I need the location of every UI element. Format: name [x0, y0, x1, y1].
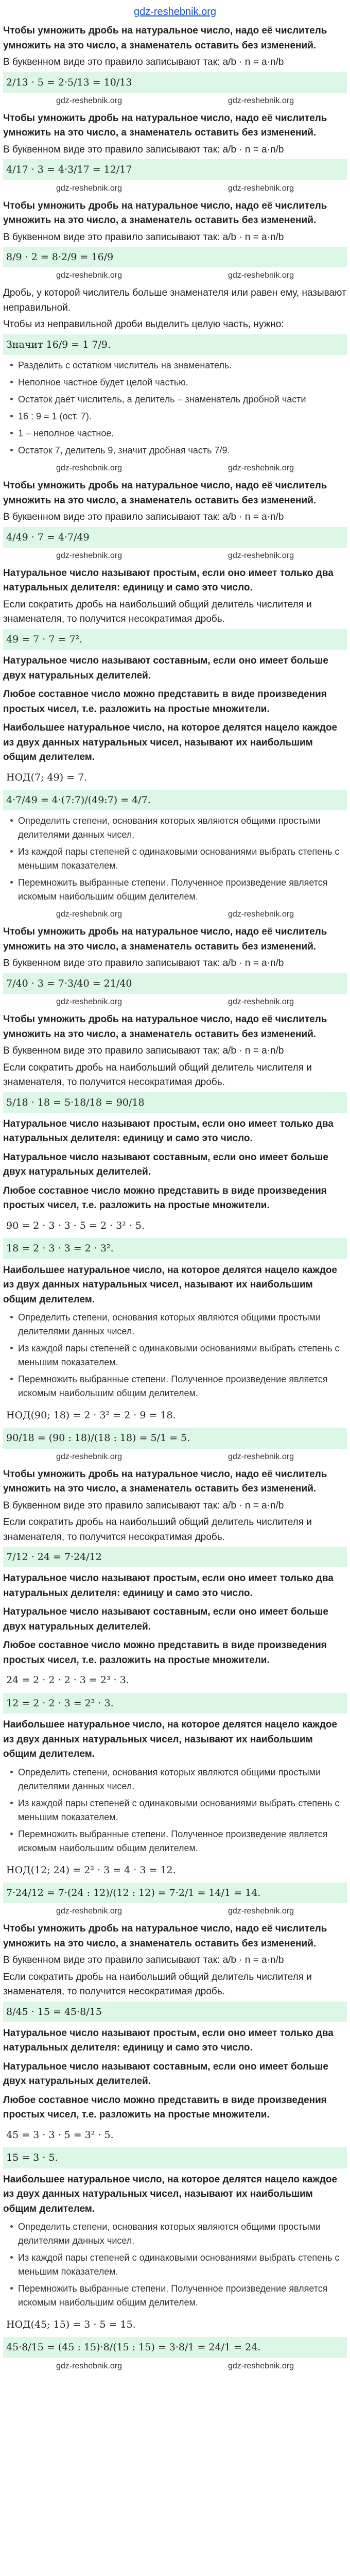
watermark-row [3, 269, 347, 282]
bullet-icon [10, 364, 13, 366]
rule-text: Любое составное число можно представить в виде произведения простых чисел, т.е. разложить на простые множители. [3, 2094, 327, 2121]
list-item [3, 1826, 347, 1857]
watermark-text: gdz-reshebnik.org [227, 1907, 294, 1916]
math-line: Значит 16/9 = 1 7/9. [3, 334, 347, 355]
rule-text: Чтобы умножить дробь на натуральное число, надо её числитель умножить на это число, а знаменатель оставить без изменений. [3, 1923, 327, 1949]
rule-text: Чтобы умножить дробь на натуральное число, надо её числитель умножить на это число, а знаменатель оставить без изменений. [3, 112, 327, 139]
bullet-icon [10, 2256, 13, 2259]
list-item [3, 1795, 347, 1826]
rule-text: Натуральное число называют простым, если оно имеет только два натуральных делителя: единицу и само это число. [3, 1573, 334, 1599]
body-text: В буквенном виде это правило записывают так: a/b · n = a·n/b [3, 144, 284, 155]
math-line: 12 = 2 · 2 · 3 = 2² · 3. [3, 1693, 347, 1714]
watermark-row [3, 2360, 347, 2372]
solution-block [3, 1922, 347, 2372]
watermark-row [3, 1451, 347, 1463]
math-line: 4·7/49 = 4·(7:7)/(49:7) = 4/7. [3, 790, 347, 810]
rule-text: Чтобы умножить дробь на натуральное число, надо её числитель умножить на это число, а знаменатель оставить без изменений. [3, 926, 327, 952]
math-line: 49 = 7 · 7 = 7². [3, 629, 347, 650]
rule-text: Чтобы умножить дробь на натуральное число, надо её числитель умножить на это число, а знаменатель оставить без изменений. [3, 200, 327, 226]
list-item-text: Из каждой пары степеней с одинаковыми основаниями выбрать степень с меньшим показателем. [18, 1343, 340, 1368]
list-item-text: Перемножить выбранные степени. Полученное произведение является искомым наибольшим общим делителем. [18, 1374, 328, 1399]
math-line: 2/13 · 5 = 2·5/13 = 10/13 [3, 72, 347, 93]
list-item [3, 1764, 347, 1795]
math-line: 4/49 · 7 = 4·7/49 [3, 527, 347, 548]
rule-text: Чтобы умножить дробь на натуральное число, надо её числитель умножить на это число, а знаменатель оставить без изменений. [3, 1014, 327, 1040]
solution-block [3, 1467, 347, 1918]
list-item [3, 2249, 347, 2280]
watermark-text: gdz-reshebnik.org [56, 96, 122, 105]
body-text: В буквенном виде это правило записывают так: a/b · n = a·n/b [3, 958, 284, 969]
bullet-icon [10, 1833, 13, 1835]
rule-text: Натуральное число называют простым, если оно имеет только два натуральных делителя: единицу и само это число. [3, 1118, 334, 1144]
watermark-row [3, 908, 347, 921]
list-item [3, 1309, 347, 1340]
list-item [3, 391, 347, 408]
bullet-icon [10, 819, 13, 822]
rule-text: Натуральное число называют простым, если оно имеет только два натуральных делителя: единицу и само это число. [3, 2027, 334, 2054]
bullet-icon [10, 1802, 13, 1804]
list-item-text: Определить степени, основания которых являются общими простыми делителями данных чисел. [18, 1312, 321, 1337]
list-item-text: Перемножить выбранные степени. Полученное произведение является искомым наибольшим общим делителем. [18, 1828, 328, 1853]
bullet-icon [10, 1347, 13, 1349]
rule-text: Чтобы умножить дробь на натуральное число, надо её числитель умножить на это число, а знаменатель оставить без изменений. [3, 480, 327, 506]
rule-text: Любое составное число можно представить в виде произведения простых чисел, т.е. разложить на простые множители. [3, 1640, 327, 1666]
watermark-text: gdz-reshebnik.org [227, 183, 294, 193]
math-line: 7/40 · 3 = 7·3/40 = 21/40 [3, 973, 347, 994]
math-line: 18 = 2 · 3 · 3 = 2 · 3². [3, 1238, 347, 1259]
steps-list [3, 357, 347, 459]
watermark-text: gdz-reshebnik.org [227, 271, 294, 280]
rule-text: Любое составное число можно представить в виде произведения простых чисел, т.е. разложить на простые множители. [3, 1185, 327, 1211]
math-line: НОД(45; 15) = 3 · 5 = 15. [6, 2319, 136, 2331]
watermark-text: gdz-reshebnik.org [227, 1452, 294, 1461]
watermark-row [3, 550, 347, 562]
solution-block [3, 925, 347, 1008]
rule-text: Наибольшее натуральное число, на которое делятся нацело каждое из двух данных натуральных чисел, называют их наибольшим общим делителем. [3, 1264, 338, 1305]
solution-block [3, 24, 347, 107]
list-item-text: 16 : 9 = 1 (ост. 7). [18, 411, 92, 422]
bullet-icon [10, 432, 13, 434]
list-item [3, 442, 347, 459]
watermark-row [3, 996, 347, 1008]
rule-text: Натуральное число называют составным, если оно имеет больше двух натуральных делителей. [3, 655, 328, 681]
math-line: 90/18 = (90 : 18)/(18 : 18) = 5/1 = 5. [3, 1428, 347, 1448]
body-text: В буквенном виде это правило записывают так: a/b · n = a·n/b [3, 231, 284, 243]
list-item-text: Остаток 7, делитель 9, значит дробная часть 7/9. [18, 445, 230, 456]
watermark-text: gdz-reshebnik.org [56, 1452, 122, 1461]
watermark-row [3, 95, 347, 107]
rule-text: Натуральное число называют составным, если оно имеет больше двух натуральных делителей. [3, 1606, 328, 1632]
bullet-icon [10, 415, 13, 417]
list-item [3, 1340, 347, 1371]
solution-block [3, 479, 347, 562]
math-line: НОД(90; 18) = 2 · 3² = 2 · 9 = 18. [6, 1410, 176, 1421]
math-line: НОД(12; 24) = 2² · 3 = 4 · 3 = 12. [6, 1864, 176, 1876]
math-line: 45·8/15 = (45 : 15)·8/(15 : 15) = 3·8/1 = 24/1 = 24. [3, 2337, 347, 2358]
rule-text: Чтобы умножить дробь на натуральное число, надо её числитель умножить на это число, а знаменатель оставить без изменений. [3, 25, 327, 51]
steps-list [3, 2218, 347, 2311]
body-text: Если сократить дробь на наибольший общий делитель числителя и знаменателя, то получится несократимая дробь. [3, 1517, 312, 1543]
watermark-row [3, 1905, 347, 1918]
list-item [3, 1371, 347, 1402]
rule-text: Любое составное число можно представить в виде произведения простых чисел, т.е. разложить на простые множители. [3, 689, 327, 715]
bullet-icon [10, 2225, 13, 2228]
math-line: 24 = 2 · 2 · 2 · 3 = 2³ · 3. [6, 1674, 129, 1686]
watermark-row [3, 462, 347, 474]
list-item-text: Определить степени, основания которых являются общими простыми делителями данных чисел. [18, 816, 321, 840]
body-text: Дробь, у которой числитель больше знаменателя или равен ему, называют неправильной. [3, 287, 346, 313]
list-item-text: Остаток даёт числитель, а делитель – знаменатель дробной части [18, 394, 306, 405]
list-item-text: Разделить с остатком числитель на знаменатель. [18, 360, 232, 371]
math-line: 8/9 · 2 = 8·2/9 = 16/9 [3, 247, 347, 267]
list-item [3, 2218, 347, 2249]
body-text: В буквенном виде это правило записывают так: a/b · n = a·n/b [3, 1955, 284, 1966]
math-line: 45 = 3 · 3 · 5 = 3² · 5. [6, 2129, 114, 2141]
body-text: В буквенном виде это правило записывают так: a/b · n = a·n/b [3, 1500, 284, 1511]
bullet-icon [10, 381, 13, 383]
watermark-text: gdz-reshebnik.org [227, 997, 294, 1007]
list-item [3, 408, 347, 425]
list-item-text: Из каждой пары степеней с одинаковыми основаниями выбрать степень с меньшим показателем. [18, 846, 340, 871]
bullet-icon [10, 1316, 13, 1318]
list-item [3, 357, 347, 374]
math-line: 15 = 3 · 5. [3, 2147, 347, 2168]
rule-text: Чтобы умножить дробь на натуральное число, надо её числитель умножить на это число, а знаменатель оставить без изменений. [3, 1468, 327, 1495]
list-item [3, 374, 347, 391]
body-text: Если сократить дробь на наибольший общий делитель числителя и знаменателя, то получится несократимая дробь. [3, 1062, 312, 1088]
list-item-text: Определить степени, основания которых являются общими простыми делителями данных чисел. [18, 1767, 321, 1791]
body-text: Если сократить дробь на наибольший общий делитель числителя и знаменателя, то получится несократимая дробь. [3, 1971, 312, 1997]
list-item-text: Из каждой пары степеней с одинаковыми основаниями выбрать степень с меньшим показателем. [18, 2252, 340, 2277]
bullet-icon [10, 850, 13, 853]
math-line: 5/18 · 18 = 5·18/18 = 90/18 [3, 1092, 347, 1113]
steps-list [3, 1309, 347, 1402]
body-text: В буквенном виде это правило записывают так: a/b · n = a·n/b [3, 1045, 284, 1057]
solution-content [3, 24, 347, 2372]
watermark-text: gdz-reshebnik.org [56, 183, 122, 193]
bullet-icon [10, 2287, 13, 2290]
rule-text: Натуральное число называют составным, если оно имеет больше двух натуральных делителей. [3, 1151, 328, 1178]
list-item-text: Перемножить выбранные степени. Полученное произведение является искомым наибольшим общим делителем. [18, 877, 328, 902]
bullet-icon [10, 1771, 13, 1773]
list-item [3, 2280, 347, 2311]
watermark-text: gdz-reshebnik.org [227, 464, 294, 473]
list-item [3, 843, 347, 874]
body-text: Если сократить дробь на наибольший общий делитель числителя и знаменателя, то получится несократимая дробь. [3, 599, 312, 625]
watermark-text: gdz-reshebnik.org [227, 551, 294, 560]
watermark-text: gdz-reshebnik.org [56, 551, 122, 560]
watermark-text: gdz-reshebnik.org [56, 2361, 122, 2370]
solution-block [3, 286, 347, 474]
rule-text: Наибольшее натуральное число, на которое делятся нацело каждое из двух данных натуральных чисел, называют их наибольшим общим делителем. [3, 722, 338, 763]
watermark-text: gdz-reshebnik.org [227, 2361, 294, 2370]
list-item [3, 874, 347, 905]
bullet-icon [10, 1378, 13, 1380]
watermark-text: gdz-reshebnik.org [56, 910, 122, 919]
math-line: 90 = 2 · 3 · 3 · 5 = 2 · 3² · 5. [6, 1219, 145, 1231]
watermark-row [3, 182, 347, 195]
solution-block [3, 111, 347, 195]
bullet-icon [10, 881, 13, 884]
math-line: 8/45 · 15 = 45·8/15 [3, 2002, 347, 2022]
solution-block [3, 566, 347, 921]
list-item-text: Перемножить выбранные степени. Полученное произведение является искомым наибольшим общим делителем. [18, 2283, 328, 2308]
list-item-text: Неполное частное будет целой частью. [18, 377, 188, 388]
math-line: НОД(7; 49) = 7. [6, 771, 87, 783]
rule-text: Натуральное число называют составным, если оно имеет больше двух натуральных делителей. [3, 2061, 328, 2087]
math-line: 7/12 · 24 = 7·24/12 [3, 1547, 347, 1567]
math-line: 4/17 · 3 = 4·3/17 = 12/17 [3, 159, 347, 180]
list-item-text: Определить степени, основания которых являются общими простыми делителями данных чисел. [18, 2222, 321, 2246]
body-text: Чтобы из неправильной дроби выделить целую часть, нужно: [3, 319, 284, 330]
rule-text: Наибольшее натуральное число, на которое делятся нацело каждое из двух данных натуральных чисел, называют их наибольшим общим делителем. [3, 2174, 338, 2214]
solution-block [3, 199, 347, 282]
body-text: В буквенном виде это правило записывают так: a/b · n = a·n/b [3, 57, 284, 67]
bullet-icon [10, 398, 13, 400]
math-line: 7·24/12 = 7·(24 : 12)/(12 : 12) = 7·2/1 = 14/1 = 14. [3, 1883, 347, 1903]
list-item [3, 425, 347, 442]
solution-block [3, 1012, 347, 1463]
watermark-text: gdz-reshebnik.org [56, 997, 122, 1007]
list-item [3, 812, 347, 843]
site-header-link[interactable]: gdz-reshebnik.org [133, 6, 217, 18]
rule-text: Натуральное число называют простым, если оно имеет только два натуральных делителя: единицу и само это число. [3, 567, 334, 594]
watermark-text: gdz-reshebnik.org [56, 1907, 122, 1916]
watermark-text: gdz-reshebnik.org [56, 271, 122, 280]
body-text: В буквенном виде это правило записывают так: a/b · n = a·n/b [3, 512, 284, 523]
steps-list [3, 1764, 347, 1857]
watermark-text: gdz-reshebnik.org [227, 910, 294, 919]
rule-text: Наибольшее натуральное число, на которое делятся нацело каждое из двух данных натуральных чисел, называют их наибольшим общим делителем. [3, 1719, 338, 1760]
list-item-text: 1 – неполное частное. [18, 428, 114, 439]
steps-list [3, 812, 347, 905]
list-item-text: Из каждой пары степеней с одинаковыми основаниями выбрать степень с меньшим показателем. [18, 1798, 340, 1822]
bullet-icon [10, 449, 13, 451]
watermark-text: gdz-reshebnik.org [56, 464, 122, 473]
watermark-text: gdz-reshebnik.org [227, 96, 294, 105]
